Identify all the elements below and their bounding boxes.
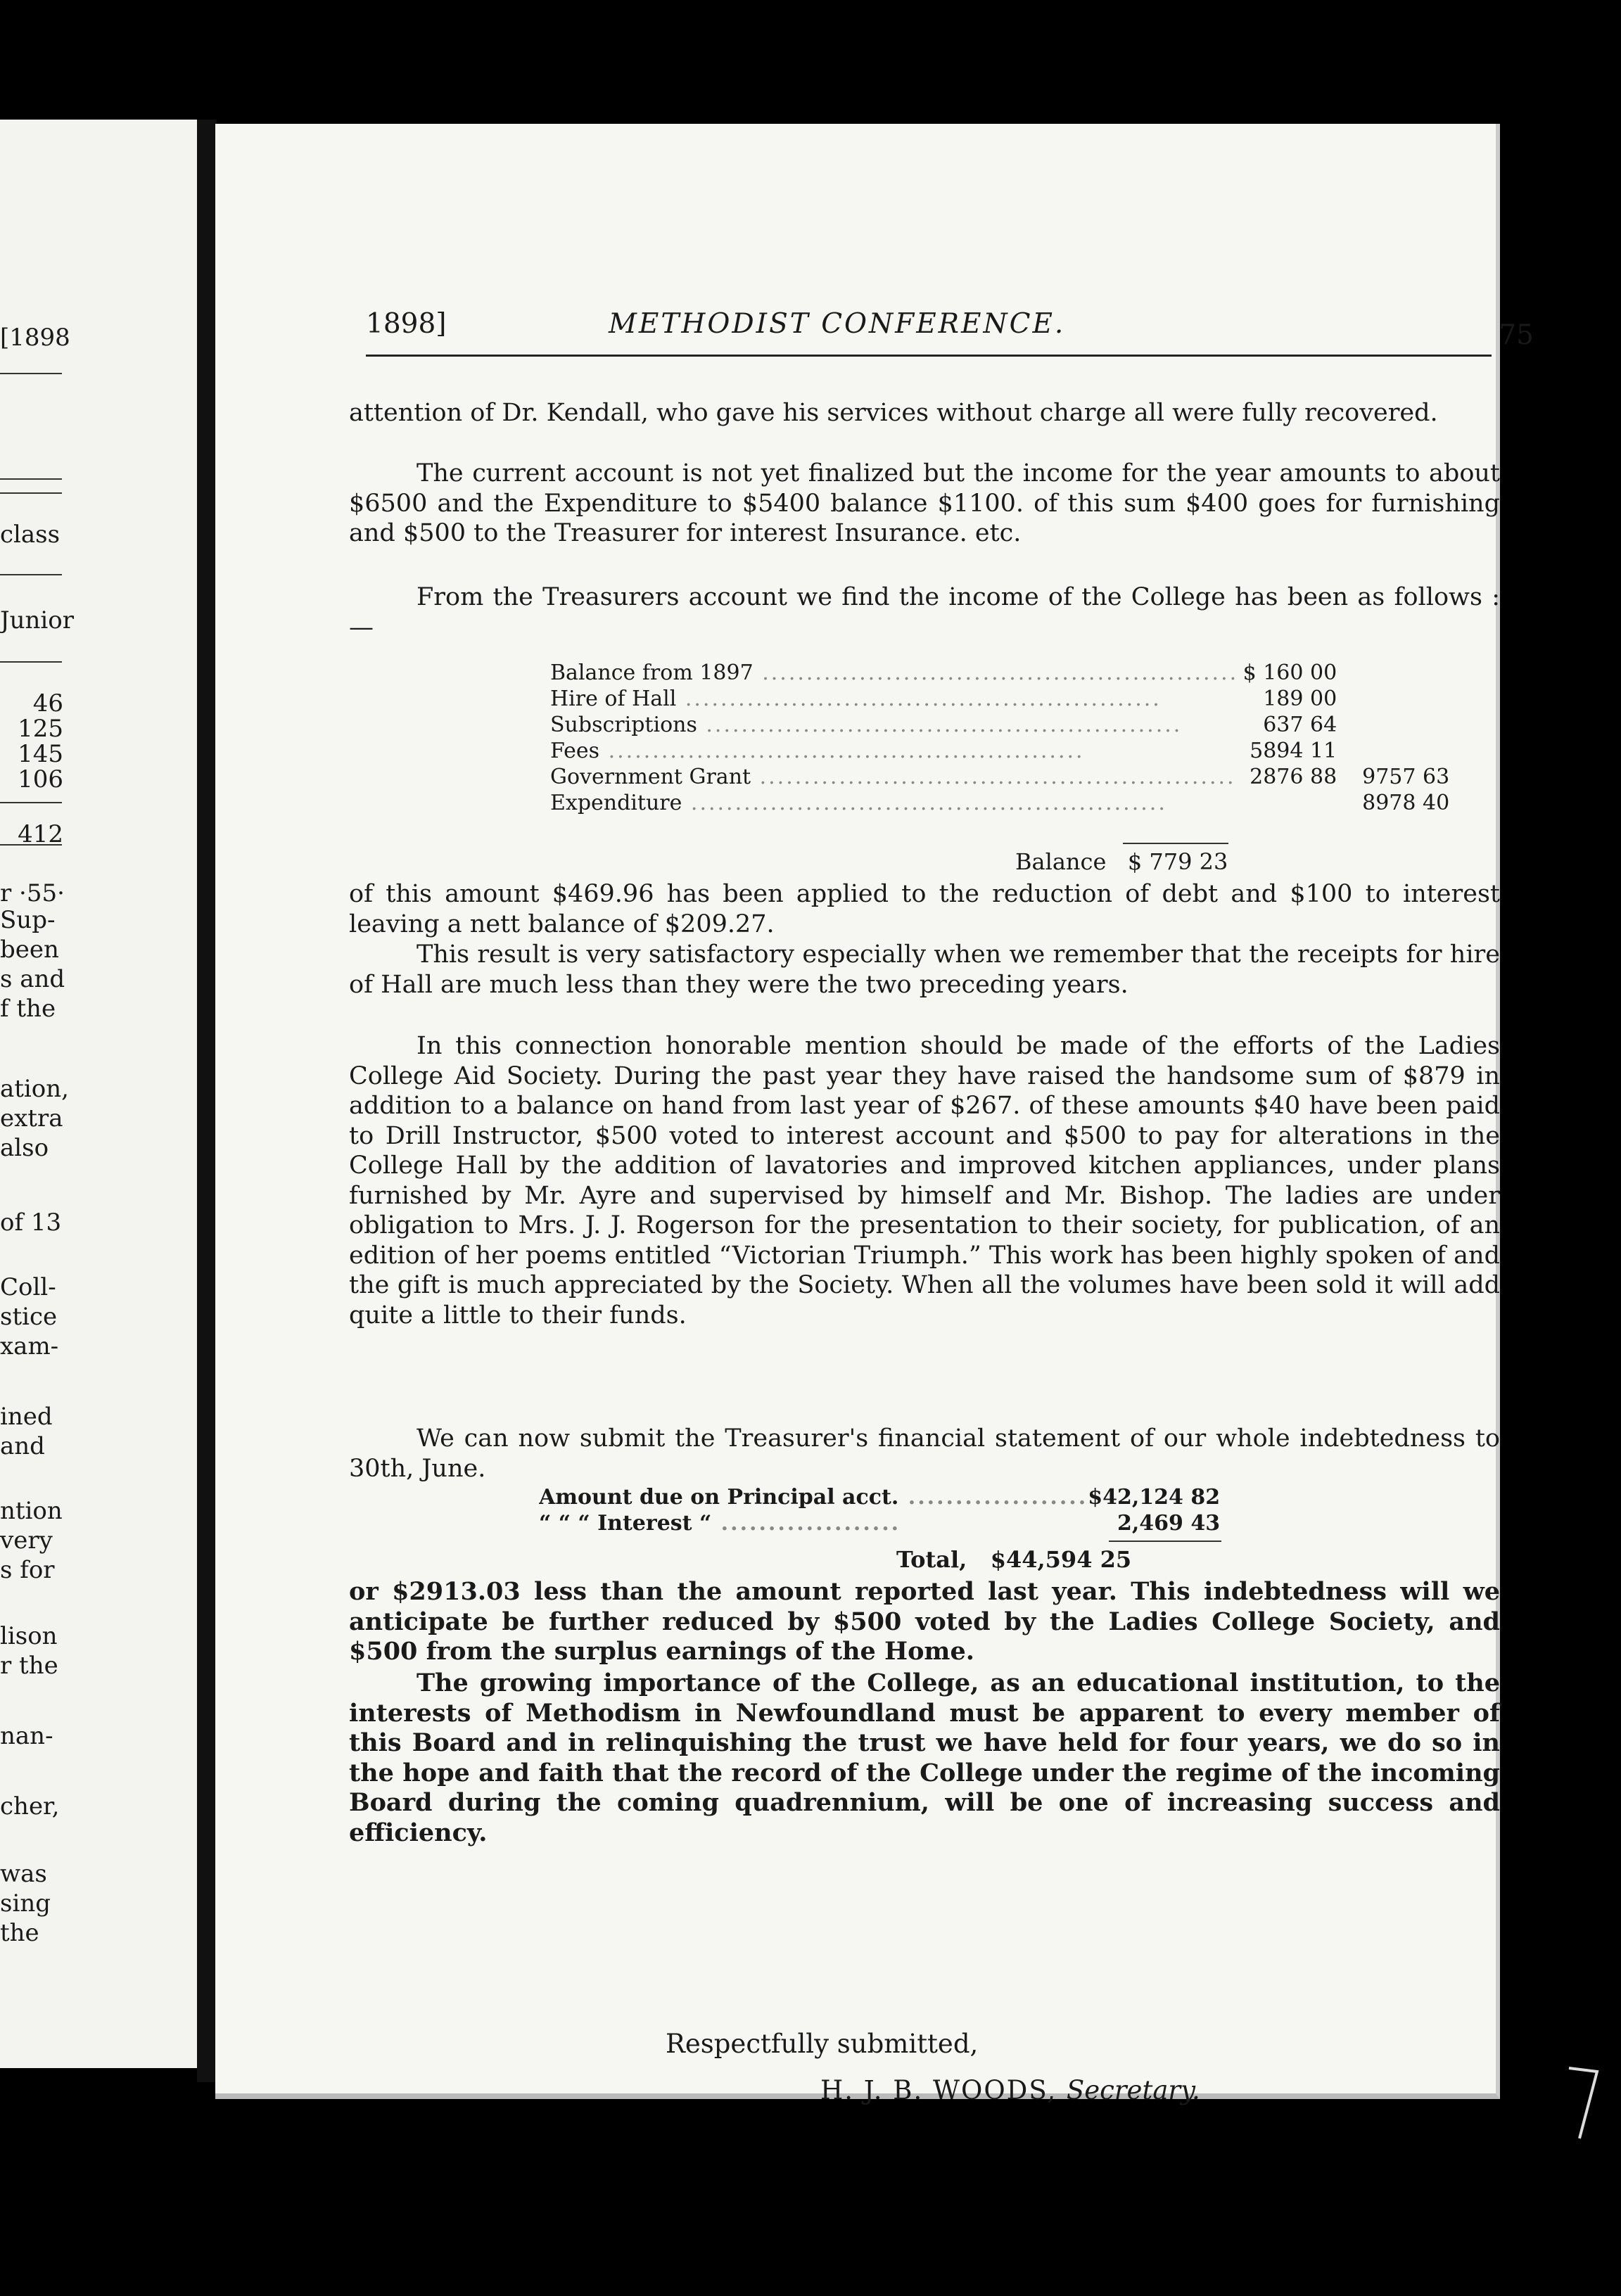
- main-page: [215, 124, 1534, 2105]
- debt-row: [539, 1510, 1220, 1536]
- debt-total-value: $44,594 25: [990, 1546, 1132, 1573]
- header-year: 1898]: [366, 308, 447, 340]
- left-margin-rule: [0, 492, 62, 494]
- left-margin-fragment: 46: [32, 689, 63, 718]
- left-margin-fragment: ation,: [0, 1075, 69, 1103]
- income-label: Hire of Hall ......................................................: [550, 687, 1162, 711]
- left-margin-fragment: ntion: [0, 1497, 63, 1525]
- left-margin-fragment: also: [0, 1134, 49, 1162]
- left-margin-fragment: of 13: [0, 1208, 62, 1237]
- scan-corner-mark: [1562, 2061, 1604, 2145]
- left-margin-fragment: ined: [0, 1403, 53, 1431]
- left-margin-fragment: been: [0, 936, 59, 964]
- left-margin-fragment: 106: [18, 765, 63, 793]
- signatory-name: H. J. B. WOODS,: [820, 2075, 1057, 2105]
- paragraph-1: attention of Dr. Kendall, who gave his services without charge all were fully recovered.: [349, 399, 1438, 427]
- sum-rule: [1123, 843, 1228, 844]
- left-margin-fragment: sing: [0, 1889, 51, 1918]
- income-amount: 637 64: [1263, 713, 1337, 737]
- debt-table: [539, 1484, 1220, 1536]
- debt-rule: [1109, 1541, 1221, 1542]
- income-amount: [1238, 790, 1337, 816]
- income-label: Fees ......................................................: [550, 739, 1085, 763]
- left-margin-rule: [0, 844, 62, 846]
- paragraph-7: We can now submit the Treasurer's financial statement of our whole indebtedness to 30th, June.: [349, 1424, 1500, 1483]
- income-total: [1337, 686, 1449, 712]
- page-number: 75: [1499, 319, 1534, 351]
- header-title: METHODIST CONFERENCE.: [609, 308, 1066, 340]
- income-total: [1337, 660, 1449, 686]
- income-row: [550, 790, 1449, 816]
- income-amount: 189 00: [1263, 687, 1337, 711]
- left-margin-rule: [0, 478, 62, 480]
- running-header: [366, 308, 1534, 351]
- paragraph-5: This result is very satisfactory especially when we remember that the receipts for hire of Hall are much less than they were the two preceding years.: [349, 940, 1500, 999]
- left-margin-rule: [0, 574, 62, 575]
- left-margin-rule: [0, 373, 62, 374]
- income-row: [550, 764, 1449, 790]
- income-row: [550, 686, 1449, 712]
- left-margin-fragment: nan-: [0, 1722, 53, 1750]
- left-margin-fragment: Sup-: [0, 906, 56, 934]
- income-label: Government Grant ......................................................: [550, 765, 1236, 789]
- left-margin-fragment: stice: [0, 1303, 58, 1331]
- left-margin-fragment: the: [0, 1919, 39, 1947]
- left-margin-fragment: extra: [0, 1104, 63, 1133]
- left-margin-fragment: 125: [18, 715, 63, 743]
- paragraph-9: The growing importance of the College, as an educational institution, to the interests of Methodism in Newfoundland must be apparent to every member of this Board and in relinquishing the trust we have held for four years, we do so in the hope and faith that the record of the College under the regime of the incoming Board during the coming quadrennium, will be one of increasing success and efficiency.: [349, 1669, 1500, 1847]
- left-margin-fragment: very: [0, 1526, 53, 1555]
- left-margin-rule: [0, 802, 62, 803]
- left-margin-fragment: r the: [0, 1652, 58, 1680]
- closing-line: Respectfully submitted,: [666, 2029, 979, 2059]
- balance-label: Balance: [1015, 848, 1107, 875]
- income-total: 9757 63: [1362, 765, 1450, 789]
- left-margin-fragment: was: [0, 1860, 47, 1888]
- income-label: Subscriptions ......................................................: [550, 713, 1183, 737]
- debt-row: [539, 1484, 1220, 1510]
- income-row: [550, 712, 1449, 738]
- debt-amount: $42,124 82: [1088, 1485, 1221, 1510]
- left-margin-fragment: lison: [0, 1622, 58, 1650]
- income-table: [550, 660, 1449, 816]
- paragraph-3: From the Treasurers account we find the income of the College has been as follows :—: [349, 583, 1500, 642]
- left-margin-fragment: f the: [0, 995, 56, 1023]
- left-margin-fragment: 145: [18, 740, 63, 768]
- header-rule: [366, 355, 1492, 357]
- paragraph-6: In this connection honorable mention should be made of the efforts of the Ladies College Aid Society. During the past year they have raised the handsome sum of $879 in addition to a balance on hand from last year of $267. of these amounts $40 have been paid to Drill Instructor, $500 voted to interest account and $500 to pay for alterations in the College Hall by the addition of lavatories and improved kitchen appliances, under plans furnished by Mr. Ayre and supervised by himself and Mr. Bishop. The ladies are under obligation to Mrs. J. J. Rogerson for the presentation to their society, for publication, of an edition of her poems entitled “Victorian Triumph.” This work has been highly spoken of and the gift is much appreciated by the Society. When all the volumes have been sold it will add quite a little to their funds.: [349, 1032, 1500, 1329]
- balance-value: $ 779 23: [1127, 848, 1228, 875]
- left-margin-fragment: and: [0, 1432, 45, 1460]
- income-amount: 2876 88: [1250, 765, 1337, 789]
- paragraph-2: The current account is not yet finalized but the income for the year amounts to about $6500 and the Expenditure to $5400 balance $1100. of this sum $400 goes for furnishing and $500 to the Treasurer for interest Insurance. etc.: [349, 459, 1500, 547]
- left-margin-fragment: cher,: [0, 1792, 60, 1820]
- page-gutter: [197, 120, 217, 2082]
- income-label: Expenditure ......................................................: [550, 791, 1167, 815]
- debt-label: “ “ “ Interest “ ...................: [539, 1511, 901, 1536]
- income-total: [1337, 712, 1449, 738]
- income-amount: $ 160 00: [1242, 661, 1337, 685]
- left-margin-fragment: [1898: [0, 324, 70, 352]
- debt-label: Amount due on Principal acct. ...................: [539, 1485, 1088, 1510]
- debt-total-label: Total,: [896, 1546, 967, 1573]
- income-total: [1337, 738, 1449, 764]
- income-amount: 5894 11: [1250, 739, 1337, 763]
- left-margin-fragment: 412: [18, 820, 63, 848]
- income-row: [550, 660, 1449, 686]
- income-total: 8978 40: [1362, 791, 1450, 815]
- left-margin-fragment: Coll-: [0, 1273, 56, 1301]
- left-margin-fragment: class: [0, 521, 61, 549]
- debt-total-line: [896, 1546, 1131, 1573]
- left-margin-fragment: s and: [0, 965, 65, 993]
- left-margin-fragment: Junior: [0, 606, 75, 634]
- income-row: [550, 738, 1449, 764]
- left-margin-fragment: s for: [0, 1556, 55, 1584]
- balance-line: [1015, 848, 1228, 875]
- left-margin-fragment: xam-: [0, 1332, 59, 1360]
- paragraph-4: of this amount $469.96 has been applied to the reduction of debt and $100 to interest leaving a nett balance of $209.27.: [349, 880, 1500, 938]
- left-facing-page: [0, 120, 197, 2068]
- paragraph-8: or $2913.03 less than the amount reported last year. This indebtedness will we anticipate be further reduced by $500 voted by the Ladies College Society, and $500 from the surplus earnings of the Home.: [349, 1577, 1500, 1666]
- left-margin-rule: [0, 661, 62, 663]
- debt-amount: 2,469 43: [1117, 1511, 1221, 1536]
- income-label: Balance from 1897 ......................................................: [550, 661, 1239, 685]
- left-margin-fragment: r ·55·: [0, 879, 65, 907]
- signatory-title: Secretary.: [1066, 2075, 1200, 2105]
- signature-line: [820, 2075, 1200, 2105]
